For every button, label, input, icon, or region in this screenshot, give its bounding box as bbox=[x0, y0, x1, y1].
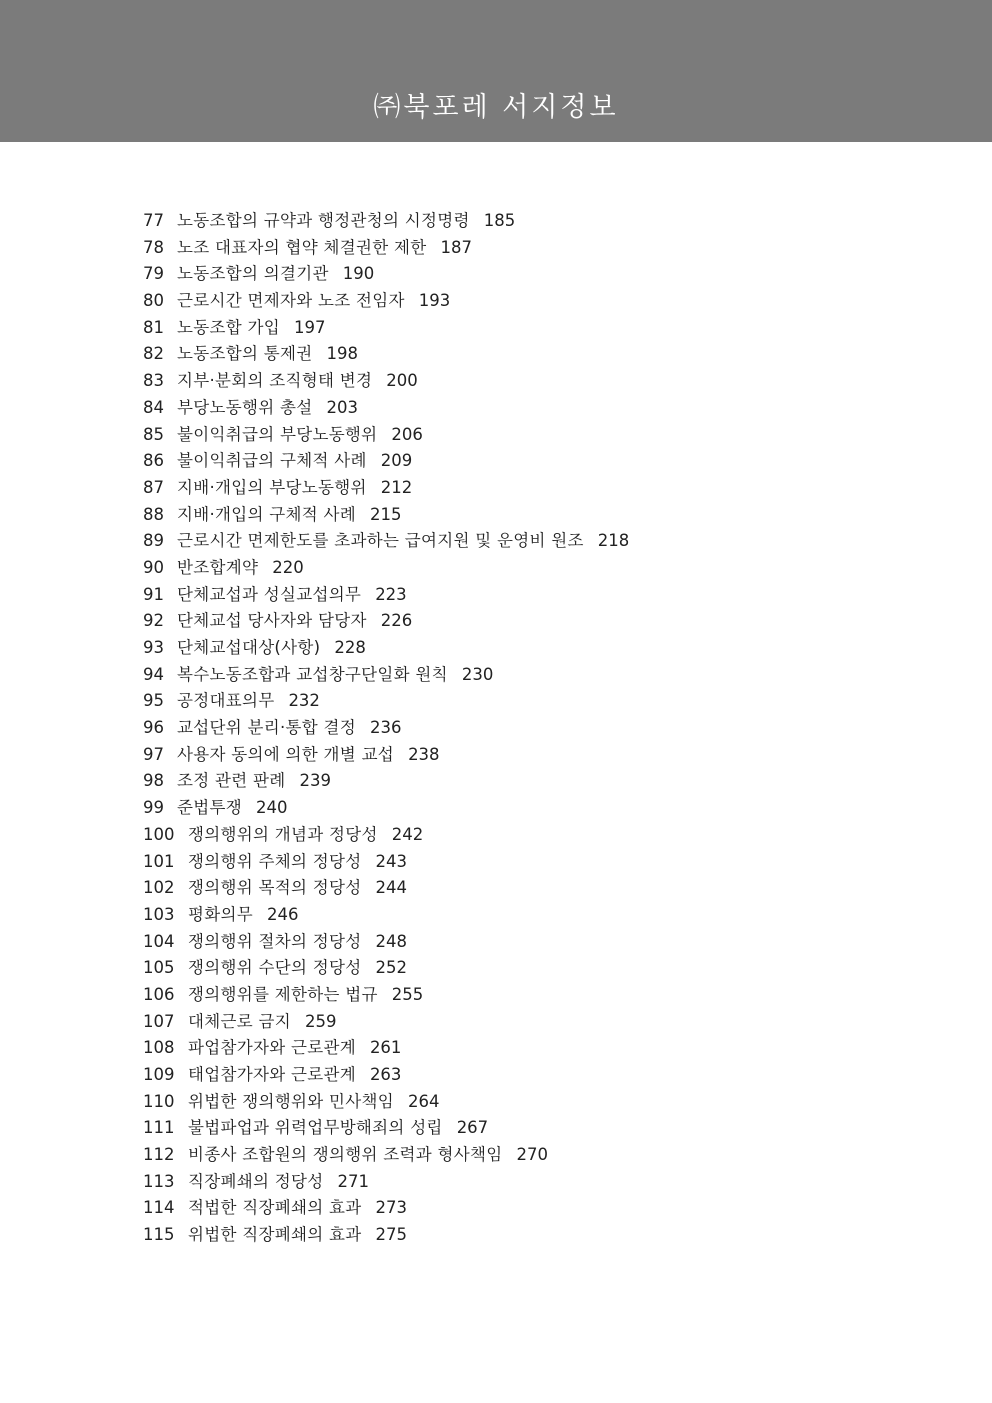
toc-entry-page: 187 bbox=[440, 237, 473, 257]
toc-entry-title: 단체교섭 당사자와 담당자 bbox=[177, 611, 367, 631]
toc-entry bbox=[143, 849, 629, 876]
toc-entry-title: 쟁의행위 주체의 정당성 bbox=[188, 851, 362, 871]
toc-entry-title: 비종사 조합원의 쟁의행위 조력과 형사책임 bbox=[188, 1145, 503, 1165]
toc-entry bbox=[143, 902, 629, 929]
toc-entry-number: 77 bbox=[143, 211, 164, 230]
toc-entry-title: 반조합계약 bbox=[177, 557, 259, 577]
toc-entry bbox=[143, 395, 629, 422]
toc-entry-page: 259 bbox=[304, 1011, 337, 1031]
toc-entry-page: 271 bbox=[337, 1171, 369, 1191]
toc-entry-page: 185 bbox=[483, 211, 516, 230]
toc-entry bbox=[143, 635, 629, 662]
toc-entry-page: 220 bbox=[272, 557, 304, 577]
toc-entry-number: 88 bbox=[143, 504, 164, 524]
toc-entry-title: 복수노동조합과 교섭창구단일화 원칙 bbox=[177, 664, 448, 684]
toc-entry-number: 102 bbox=[143, 878, 175, 898]
toc-entry-page: 203 bbox=[326, 397, 358, 417]
toc-entry-number: 110 bbox=[143, 1091, 175, 1111]
toc-entry-page: 264 bbox=[407, 1091, 440, 1111]
toc-entry-title: 지부·분회의 조직형태 변경 bbox=[177, 371, 373, 391]
toc-entry-page: 218 bbox=[597, 531, 630, 551]
toc-entry bbox=[143, 1035, 629, 1062]
toc-entry-title: 교섭단위 분리·통합 결정 bbox=[177, 718, 357, 738]
toc-entry bbox=[143, 422, 629, 449]
toc-entry bbox=[143, 1169, 629, 1196]
toc-entry-number: 94 bbox=[143, 664, 164, 684]
toc-entry-number: 92 bbox=[143, 611, 164, 631]
toc-entry-number: 106 bbox=[143, 984, 175, 1004]
toc-entry bbox=[143, 982, 629, 1009]
header-band bbox=[0, 0, 992, 142]
toc-entry-number: 113 bbox=[143, 1171, 175, 1191]
toc-entry-page: 228 bbox=[334, 638, 366, 657]
toc-entry-title: 조정 관련 판례 bbox=[177, 771, 286, 791]
toc-entry bbox=[143, 795, 629, 822]
toc-entry bbox=[143, 341, 629, 368]
toc-entry-number: 84 bbox=[143, 397, 164, 417]
toc-entry-page: 261 bbox=[369, 1038, 402, 1058]
toc-entry-title: 대체근로 금지 bbox=[188, 1011, 291, 1031]
toc-entry bbox=[143, 742, 629, 769]
toc-entry bbox=[143, 1089, 629, 1116]
toc-entry-page: 242 bbox=[391, 824, 424, 844]
toc-entry bbox=[143, 502, 629, 529]
toc-entry-title: 쟁의행위 절차의 정당성 bbox=[188, 931, 362, 951]
toc-entry-page: 275 bbox=[375, 1225, 407, 1245]
toc-entry bbox=[143, 1222, 629, 1249]
toc-entry-title: 불이익취급의 구체적 사례 bbox=[177, 451, 367, 471]
toc-entry-page: 246 bbox=[266, 904, 299, 924]
toc-entry-title: 준법투쟁 bbox=[177, 798, 242, 818]
toc-entry-title: 근로시간 면제자와 노조 전임자 bbox=[177, 291, 405, 311]
toc-entry-title: 노조 대표자의 협약 체결권한 제한 bbox=[177, 237, 427, 257]
toc-entry-number: 91 bbox=[143, 584, 164, 604]
toc-entry-page: 270 bbox=[516, 1145, 548, 1165]
toc-entry-page: 236 bbox=[370, 718, 402, 738]
table-of-contents bbox=[143, 208, 629, 1249]
toc-entry-title: 공정대표의무 bbox=[177, 691, 275, 711]
toc-entry bbox=[143, 715, 629, 742]
toc-entry-page: 239 bbox=[299, 771, 332, 791]
toc-entry-page: 212 bbox=[380, 477, 413, 497]
toc-entry-title: 직장폐쇄의 정당성 bbox=[188, 1171, 324, 1191]
toc-entry bbox=[143, 448, 629, 475]
toc-entry-number: 86 bbox=[143, 451, 164, 471]
toc-entry-page: 248 bbox=[375, 931, 407, 951]
toc-entry-title: 단체교섭과 성실교섭의무 bbox=[177, 584, 362, 604]
toc-entry-number: 112 bbox=[143, 1145, 175, 1165]
toc-entry-title: 불이익취급의 부당노동행위 bbox=[177, 424, 378, 444]
toc-entry-number: 103 bbox=[143, 904, 175, 924]
toc-entry-title: 노동조합의 의결기관 bbox=[177, 264, 329, 284]
toc-entry-title: 위법한 직장폐쇄의 효과 bbox=[188, 1225, 362, 1245]
toc-entry-number: 79 bbox=[143, 264, 164, 284]
toc-entry-page: 267 bbox=[456, 1118, 489, 1138]
toc-entry-number: 115 bbox=[143, 1225, 175, 1245]
toc-entry bbox=[143, 768, 629, 795]
toc-entry-number: 78 bbox=[143, 237, 164, 257]
toc-entry-page: 223 bbox=[375, 584, 407, 604]
toc-entry-page: 226 bbox=[380, 611, 413, 631]
toc-entry-title: 근로시간 면제한도를 초과하는 급여지원 및 운영비 원조 bbox=[177, 531, 584, 551]
toc-entry-title: 노동조합 가입 bbox=[177, 317, 280, 337]
toc-entry-title: 쟁의행위 목적의 정당성 bbox=[188, 878, 362, 898]
toc-entry bbox=[143, 1115, 629, 1142]
toc-entry-number: 96 bbox=[143, 718, 164, 738]
toc-entry-page: 243 bbox=[375, 851, 407, 871]
toc-entry-page: 198 bbox=[326, 344, 358, 364]
toc-entry-number: 81 bbox=[143, 317, 164, 337]
toc-entry-page: 255 bbox=[391, 984, 424, 1004]
toc-entry-title: 쟁의행위 수단의 정당성 bbox=[188, 958, 362, 978]
toc-entry-page: 240 bbox=[255, 798, 288, 818]
toc-entry-number: 98 bbox=[143, 771, 164, 791]
toc-entry-number: 83 bbox=[143, 371, 164, 391]
toc-entry-number: 108 bbox=[143, 1038, 175, 1058]
toc-entry-number: 101 bbox=[143, 851, 175, 871]
toc-entry-page: 230 bbox=[461, 664, 494, 684]
toc-entry bbox=[143, 822, 629, 849]
toc-entry bbox=[143, 608, 629, 635]
toc-entry-title: 불법파업과 위력업무방해죄의 성립 bbox=[188, 1118, 443, 1138]
toc-entry bbox=[143, 288, 629, 315]
toc-entry-title: 노동조합의 규약과 행정관청의 시정명령 bbox=[177, 211, 470, 230]
toc-entry-page: 263 bbox=[369, 1065, 402, 1084]
toc-entry-number: 109 bbox=[143, 1065, 175, 1084]
toc-entry-page: 244 bbox=[375, 878, 407, 898]
toc-entry-title: 위법한 쟁의행위와 민사책임 bbox=[188, 1091, 394, 1111]
toc-entry-page: 197 bbox=[293, 317, 326, 337]
toc-entry-page: 190 bbox=[342, 264, 375, 284]
toc-entry-number: 104 bbox=[143, 931, 175, 951]
toc-entry bbox=[143, 261, 629, 288]
toc-entry-number: 80 bbox=[143, 291, 164, 311]
toc-entry-page: 238 bbox=[408, 744, 440, 764]
toc-entry-page: 215 bbox=[370, 504, 402, 524]
toc-entry-number: 111 bbox=[143, 1118, 175, 1138]
header-title: ㈜북포레 서지정보 bbox=[373, 92, 619, 123]
toc-entry-number: 105 bbox=[143, 958, 175, 978]
toc-entry-title: 노동조합의 통제권 bbox=[177, 344, 313, 364]
toc-entry bbox=[143, 235, 629, 262]
toc-entry bbox=[143, 1142, 629, 1169]
toc-entry-title: 쟁의행위를 제한하는 법규 bbox=[188, 984, 378, 1004]
toc-entry bbox=[143, 875, 629, 902]
toc-entry-title: 태업참가자와 근로관계 bbox=[188, 1065, 356, 1084]
toc-entry-number: 93 bbox=[143, 638, 164, 657]
toc-entry bbox=[143, 475, 629, 502]
toc-entry bbox=[143, 688, 629, 715]
toc-entry-page: 273 bbox=[375, 1198, 407, 1218]
toc-entry bbox=[143, 1009, 629, 1036]
toc-entry-number: 100 bbox=[143, 824, 175, 844]
toc-entry-number: 95 bbox=[143, 691, 164, 711]
toc-entry bbox=[143, 555, 629, 582]
toc-entry-title: 지배·개입의 구체적 사례 bbox=[177, 504, 357, 524]
toc-entry bbox=[143, 1062, 629, 1089]
toc-entry bbox=[143, 955, 629, 982]
toc-entry-title: 단체교섭대상(사항) bbox=[177, 638, 321, 657]
toc-entry-title: 사용자 동의에 의한 개별 교섭 bbox=[177, 744, 395, 764]
toc-entry-title: 쟁의행위의 개념과 정당성 bbox=[188, 824, 378, 844]
toc-entry-number: 107 bbox=[143, 1011, 175, 1031]
toc-entry bbox=[143, 929, 629, 956]
toc-entry bbox=[143, 368, 629, 395]
toc-entry-title: 부당노동행위 총설 bbox=[177, 397, 313, 417]
toc-entry-title: 지배·개입의 부당노동행위 bbox=[177, 477, 367, 497]
toc-entry-number: 97 bbox=[143, 744, 164, 764]
toc-entry-page: 200 bbox=[386, 371, 418, 391]
toc-entry bbox=[143, 315, 629, 342]
toc-entry bbox=[143, 582, 629, 609]
toc-entry-number: 82 bbox=[143, 344, 164, 364]
toc-entry bbox=[143, 1195, 629, 1222]
toc-entry bbox=[143, 662, 629, 689]
toc-entry-number: 99 bbox=[143, 798, 164, 818]
toc-entry-page: 252 bbox=[375, 958, 407, 978]
toc-entry-number: 85 bbox=[143, 424, 164, 444]
toc-entry-title: 파업참가자와 근로관계 bbox=[188, 1038, 356, 1058]
toc-entry-page: 232 bbox=[288, 691, 320, 711]
toc-entry-page: 193 bbox=[418, 291, 451, 311]
toc-entry-page: 209 bbox=[380, 451, 413, 471]
toc-entry-number: 114 bbox=[143, 1198, 175, 1218]
toc-entry-number: 89 bbox=[143, 531, 164, 551]
toc-entry bbox=[143, 528, 629, 555]
toc-entry-number: 90 bbox=[143, 557, 164, 577]
toc-entry bbox=[143, 208, 629, 235]
toc-entry-title: 적법한 직장폐쇄의 효과 bbox=[188, 1198, 362, 1218]
toc-entry-number: 87 bbox=[143, 477, 164, 497]
toc-entry-title: 평화의무 bbox=[188, 904, 253, 924]
toc-entry-page: 206 bbox=[391, 424, 423, 444]
